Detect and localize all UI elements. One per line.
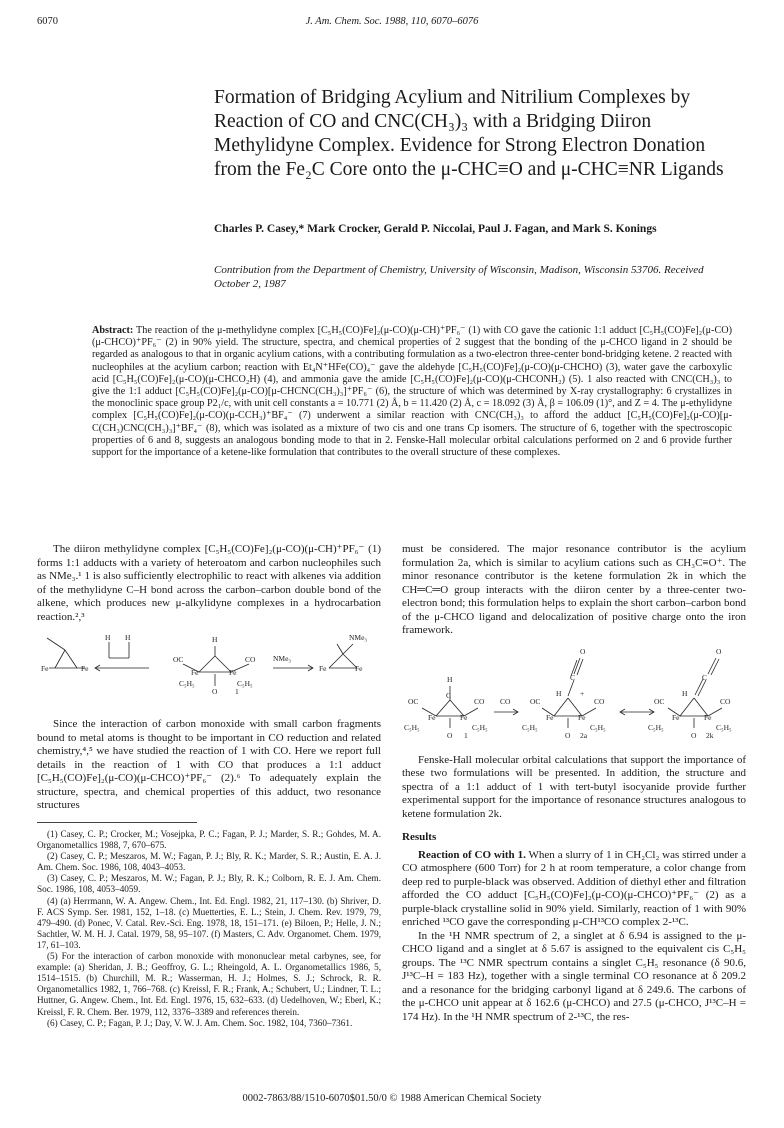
scheme2-label: C₅H₅ bbox=[648, 722, 664, 732]
intro-paragraph-1: The diiron methylidyne complex [C₅H₅(CO)Fe]₂(μ-CO)(μ-CH)⁺PF₆⁻ (1) forms 1:1 adducts with a variety of heteroatom and carbon nucleophiles such as NMe₃.¹ 1 is also sufficiently electrophilic to react with alkenes via addition of the methylidyne C–H bond across the carbon–carbon double bond of the alkene, which produces new μ-alkylidyne complexes in a hydrocarbation reaction.²,³ bbox=[37, 543, 381, 623]
scheme1-bond bbox=[65, 650, 77, 668]
footnotes bbox=[37, 829, 381, 1029]
scheme1-label: CO bbox=[245, 655, 256, 664]
abstract bbox=[92, 325, 732, 459]
copyright-footer: 0002-7863/88/1510-6070$01.50/0 © 1988 American Chemical Society bbox=[242, 1093, 542, 1104]
scheme2-label: C bbox=[446, 690, 452, 700]
scheme1-bond bbox=[55, 650, 65, 668]
scheme2-label: CO bbox=[720, 696, 731, 706]
scheme2-label: CO bbox=[474, 696, 485, 706]
results-heading: Results bbox=[402, 831, 437, 843]
footnote: (5) For the interaction of carbon monoxide with mononuclear metal carbynes, see, for example: (a) Sheridan, J. B.; Geoffroy, G. L.; Rheingold, A. L. Organometallics 1986, 5, 1514–1515. (b) Churchill, M. R.; Wasserman, H. J.; Holmes, S. J.; Schrock, R. R. Organometallics 1982, 1, 766–768. (c) Kreissl, F. R.; Frank, A.; Schubert, U.; Lindner, T. L.; Huttner, G. Angew. Chem., Int. Ed. Engl. 1976, 15, 632–633. (d) Uedelhoven, W.; Eberl, K.; Kreissl, F. R. Chem. Ber. 1979, 112, 3376–3389 and references therein. bbox=[37, 951, 381, 1017]
resonance-paragraph: must be considered. The major resonance contributor is the acylium formulation 2a, which is similar to acylium cations such as CH₃C≡O⁺. The minor resonance contributor is the ketene formulation 2k in which the CH═C═O group interacts with the diiron center by a three-center two-electron bond; this formulation helps to explain the short carbon–carbon bond of the μ-CHCO ligand and delocalization of positive charge onto the iron framework. bbox=[402, 543, 746, 636]
scheme2-label: OC bbox=[408, 696, 419, 706]
scheme2-label: C bbox=[702, 672, 708, 682]
scheme2-label: O bbox=[691, 730, 697, 740]
scheme1-label: Fe bbox=[355, 664, 363, 673]
footnote: (4) (a) Herrmann, W. A. Angew. Chem., Int. Ed. Engl. 1982, 21, 117–130. (b) Shriver, D. F. ACS Symp. Ser. 1981, 152, 1–18. (c) Muetterties, E. L.; Stein, J. Chem. Rev. 1979, 79, 479–490. (d) Ponec, V. Catal. Rev.-Sci. Eng. 1978, 18, 151–171. (e) Biloen, P.; Helle, J. N.; Sachtler, W. M. H. J. Catal. 1979, 58, 95–107. (f) Masters, C. Adv. Organomet. Chem. 1979, 17, 61–103. bbox=[37, 895, 381, 950]
scheme2-label: OC bbox=[530, 696, 541, 706]
scheme1-bond bbox=[47, 638, 65, 650]
scheme2-label: H bbox=[556, 688, 562, 698]
results-paragraph-2: In the ¹H NMR spectrum of 2, a singlet at δ 6.94 is assigned to the μ-CHCO ligand and a singlet at δ 5.67 is assigned to the equivalent cis C₅H₅ groups. The ¹³C NMR spectrum contains a singlet C₅H₅ resonance (δ 90.6, J¹³C–H = 183 Hz), together with a single terminal CO resonance at δ 209.2 and a resonance for the bridging carbonyl ligand at δ 249.6. The carbons of the μ-CHCO unit appear at δ 162.6 (μ-CHCO) and 27.5 (μ-CHCO, J¹³C–H = 174 Hz). In the ¹H NMR spectrum of 2-¹³C, the res- bbox=[402, 929, 746, 1023]
scheme1-bond bbox=[343, 644, 353, 654]
right-column bbox=[402, 543, 746, 1024]
scheme-2-resonance-structures bbox=[402, 640, 746, 750]
footnote: (3) Casey, C. P.; Meszaros, M. W.; Fagan, P. J.; Bly, R. K.; Colborn, R. E. J. Am. Chem. Soc. 1986, 108, 4053–4059. bbox=[37, 873, 381, 895]
scheme2-label: C bbox=[570, 672, 576, 682]
scheme2-label: Fe bbox=[704, 712, 712, 722]
scheme2-label: C₅H₅ bbox=[404, 722, 420, 732]
scheme2-label: O bbox=[447, 730, 453, 740]
scheme-1-structures bbox=[37, 628, 381, 712]
scheme1-bond bbox=[329, 654, 343, 668]
results-subheading: Reaction of CO with 1. bbox=[418, 848, 526, 861]
scheme2-bond bbox=[436, 700, 450, 716]
scheme2-bond bbox=[698, 680, 706, 696]
scheme2-label: C₅H₅ bbox=[716, 722, 732, 732]
scheme2-bond bbox=[708, 658, 716, 674]
scheme1-label: Fe bbox=[229, 668, 237, 677]
scheme2-label: CO bbox=[500, 696, 511, 706]
footnote: (2) Casey, C. P.; Meszaros, M. W.; Fagan, P. J.; Bly, R. K.; Marder, S. R.; Austin, E. A. J. Am. Chem. Soc. 1986, 108, 4043–4053. bbox=[37, 851, 381, 873]
scheme1-bond bbox=[337, 644, 343, 654]
article-title: Formation of Bridging Acylium and Nitrilium Complexes by Reaction of CO and CNC(CH₃)₃ with a Bridging Diiron Methylidyne Complex. Evidence for Strong Electron Donation from the Fe₂C Core onto the μ-CHC≡O and μ-CHC≡NR Ligands bbox=[214, 87, 724, 180]
scheme1-label: H bbox=[105, 633, 111, 642]
scheme1-label: H bbox=[125, 633, 131, 642]
author-list: Charles P. Casey,* Mark Crocker, Gerald P. Niccolai, Paul J. Fagan, and Mark S. Konings bbox=[214, 223, 657, 235]
left-column bbox=[37, 543, 381, 813]
scheme2-label: 1 bbox=[464, 730, 468, 740]
scheme1-label: O bbox=[212, 687, 218, 696]
scheme2-bond bbox=[577, 659, 583, 675]
scheme1-label: Fe bbox=[81, 664, 89, 673]
scheme2-label: O bbox=[716, 646, 722, 656]
intro-paragraph-2: Since the interaction of carbon monoxide with small carbon fragments bound to metal atoms is thought to be important in CO reduction and related chemistry,⁴,⁵ we have studied the reaction of 1 with CO. Here we report full details in the reaction of 1 with CO that produces a 1:1 adduct [C₅H₅(CO)Fe]₂(μ-CO)(μ-CHCO)⁺PF₆⁻ (2).⁶ To adequately explain the structure, spectra, and chemical properties of this adduct, two resonance structures bbox=[37, 718, 381, 811]
footnote: (1) Casey, C. P.; Crocker, M.; Vosejpka, P. C.; Fagan, P. J.; Marder, S. R.; Gohdes, M. A. Organometallics 1988, 7, 670–675. bbox=[37, 829, 381, 851]
scheme2-label: CO bbox=[594, 696, 605, 706]
scheme2-label: + bbox=[580, 688, 585, 698]
scheme2-bond bbox=[568, 680, 574, 696]
scheme2-label: Fe bbox=[672, 712, 680, 722]
scheme2-label: H bbox=[682, 688, 688, 698]
scheme1-label: NMe₃ bbox=[273, 654, 292, 663]
scheme2-label: Fe bbox=[428, 712, 436, 722]
scheme2-label: H bbox=[447, 674, 453, 684]
footnote-divider bbox=[37, 822, 197, 823]
scheme2-label: C₅H₅ bbox=[590, 722, 606, 732]
scheme2-label: 2a bbox=[580, 730, 588, 740]
scheme2-label: Fe bbox=[546, 712, 554, 722]
scheme2-label: OC bbox=[654, 696, 665, 706]
page-number: 6070 bbox=[37, 16, 58, 27]
scheme1-label: C₅H₅ bbox=[237, 679, 253, 688]
scheme2-bond bbox=[554, 698, 568, 716]
scheme2-label: O bbox=[580, 646, 586, 656]
affiliation: Contribution from the Department of Chemistry, University of Wisconsin, Madison, Wisconsin 53706. Received October 2, 1987 bbox=[214, 264, 704, 290]
scheme1-label: Fe bbox=[319, 664, 327, 673]
footnote: (6) Casey, C. P.; Fagan, P. J.; Day, V. W. J. Am. Chem. Soc. 1982, 104, 7360–7361. bbox=[47, 1017, 353, 1028]
fenske-hall-paragraph: Fenske-Hall molecular orbital calculations that support the importance of these two formulations will be presented. In addition, the structure and spectra of a 1:1 adduct of 1 with tert-butyl isocyanide provide further experimental support for the importance of resonance structures analogous to ketene formulation 2k. bbox=[402, 753, 746, 820]
scheme1-label: NMe₃ bbox=[349, 633, 368, 642]
scheme1-label: Fe bbox=[41, 664, 49, 673]
scheme2-bond bbox=[711, 659, 719, 675]
scheme2-label: C₅H₅ bbox=[472, 722, 488, 732]
abstract-text: The reaction of the μ-methylidyne complex [C₅H₅(CO)Fe]₂(μ-CO)(μ-CH)⁺PF₆⁻ (1) with CO gave the cationic 1:1 adduct [C₅H₅(CO)Fe]₂(μ-CO)(μ-CHCO)⁺PF₆⁻ (2) in 90% yield. The structure, spectra, and chemical properties of 2 suggest that the bonding of the μ-CHCO ligand in 2 should be regarded as analogous to that in organic acylium cations, with a contributing formulation as a two-electron three-center bond-bridging ketene. 2 reacted with nucleophiles at the acylium carbon; reaction with Et₄N⁺HFe(CO)₄⁻ gave the aldehyde [C₅H₅(CO)Fe]₂(μ-CO)(μ-CHCHO) (3), water gave the carboxylic acid [C₅H₅(CO)Fe]₂(μ-CO)(μ-CHCO₂H) (4), and ammonia gave the amide [C₅H₅(CO)Fe]₂(μ-CO)(μ-CHCONH₂) (5). 1 also reacted with CNC(CH₃)₃ to give the 1:1 adduct [C₅H₅(CO)Fe]₂(μ-CO)[μ-CHCNC(CH₃)₃]⁺PF₆⁻ (6), the structure of which was determined by X-ray crystallography: 6 crystallizes in the monoclinic space group P2₁/c, with unit cell constants a = 10.771 (2) Å, b = 11.420 (2) Å, c = 18.092 (3) Å, β = 106.09 (1)°, and Z = 4. The μ-ethylidyne complex [C₅H₅(CO)Fe]₂(μ-CO)(μ-CCH₃)⁺BF₄⁻ (7) underwent a similar reaction with CNC(CH₃)₃ to afford the adduct [C₅H₅(CO)Fe]₂(μ-CO)[μ-C(CH₃)CNC(CH₃)₃]⁺BF₄⁻ (8), which was isolated as a mixture of two cis and one trans Cp isomers. The structure of 6, together with the spectroscopic properties of 6 and 8, suggests an analogous bonding mode to that in 2. Fenske-Hall molecular orbital calculations performed on 2 and 6 provide further support for the importance of a ketene-like formulation that contributes to the overall structure of these complexes. bbox=[92, 325, 732, 459]
scheme2-label: O bbox=[565, 730, 571, 740]
scheme1-label: OC bbox=[173, 655, 184, 664]
scheme2-label: C₅H₅ bbox=[522, 722, 538, 732]
abstract-label: Abstract: bbox=[92, 325, 134, 336]
scheme1-label: 1 bbox=[235, 687, 239, 696]
scheme1-bond bbox=[199, 656, 215, 672]
scheme1-label: H bbox=[212, 635, 218, 644]
scheme2-bond bbox=[680, 698, 694, 716]
scheme1-label: C₅H₅ bbox=[179, 679, 195, 688]
results-paragraph-1 bbox=[402, 849, 746, 930]
scheme2-label: Fe bbox=[460, 712, 468, 722]
results-paragraph-1-text: When a slurry of 1 in CH₂Cl₂ was stirred under a CO atmosphere (600 Torr) for 2 h at room temperature, a color change from deep red to purple-black was observed. Addition of diethyl ether and filtration afforded the CO adduct [C₅H₅(CO)Fe]₂(μ-CO)(μ-CHCO)⁺PF₆⁻ (2) as a purple-black crystalline solid in 90% yield. Similarly, reaction of 1 with 90% enriched ¹³CO gave the corresponding μ-CH¹³CO complex 2-¹³C. bbox=[402, 848, 746, 928]
scheme1-label: Fe bbox=[191, 668, 199, 677]
scheme2-label: 2k bbox=[706, 730, 714, 740]
scheme2-label: Fe bbox=[578, 712, 586, 722]
journal-citation: J. Am. Chem. Soc. 1988, 110, 6070–6076 bbox=[305, 16, 479, 27]
